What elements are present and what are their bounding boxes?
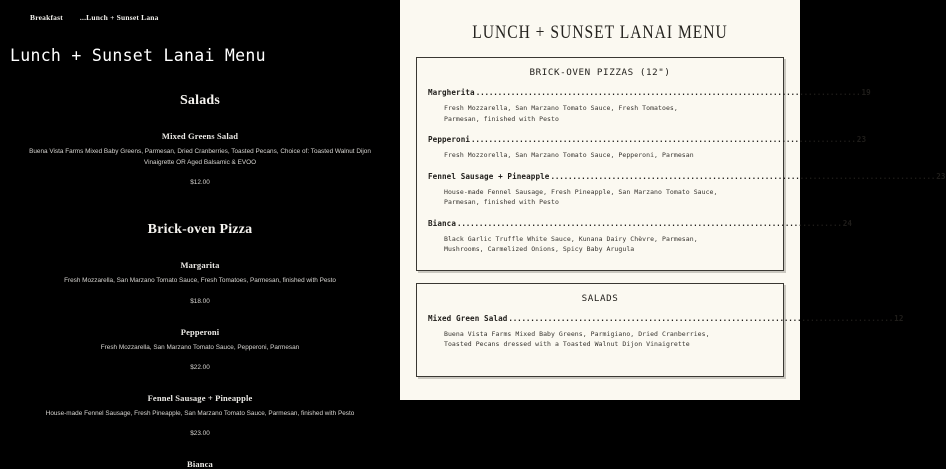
dot-leader [457,219,842,228]
item-description: Fresh Mozzarella, San Marzano Tomato Sauce, Fresh Tomatoes, Parmesan, finished with Pesto [64,277,336,285]
item-price: $18.00 [190,297,210,305]
item-name: Mixed Greens Salad [161,131,239,141]
menu-title: LUNCH + SUNSET LANAI MENU [472,22,728,43]
item-price: 19 [861,88,871,97]
item-description: House-made Fennel Sausage, Fresh Pineapple, San Marzano Tomato Sauce, Parmesan, finished with Pesto [45,409,355,417]
menu-row [428,313,904,323]
menu-row [428,171,946,181]
item-name: Bianca [187,459,213,469]
site-navigation [0,0,400,26]
dot-leader [471,135,856,144]
menu-row [428,88,871,97]
section-salads [12,93,388,186]
item-price: 24 [842,218,853,228]
menu-row [428,135,867,145]
item-price: 12 [894,313,904,323]
nav-item-breakfast[interactable]: Breakfast [30,13,63,22]
website-menu-panel [0,0,400,469]
page-title: Lunch + Sunset Lanai Menu [10,46,266,65]
item-name: Mixed Green Salad [428,313,508,323]
item-description: Fresh Mozzorella, San Marzano Tomato Sauce, Pepperoni, Parmesan [444,151,694,160]
item-description: Buena Vista Farms Mixed Baby Greens, Parmesan, Dried Cranberries, Toasted Pecans, Choice of: Toasted Walnut Dijon Vinaigrette OR Aged Balsamic & EVOO [29,148,371,167]
menu-sections [0,93,400,469]
item-name: Pepperoni [180,326,220,337]
printed-menu-panel [400,0,946,400]
nav-item-lunch-sunset-lanai[interactable]: ...Lunch + Sunset Lana [79,13,159,22]
section-brick-oven-pizza [12,222,388,469]
item-description: Buena Vista Farms Mixed Baby Greens, Parmigiano, Dried Cranberries, Toasted Pecans dressed with a Toasted Walnut Dijon Vinaigrette [444,329,710,349]
item-name: Margherita [428,88,475,97]
item-name: Margarita [180,260,220,271]
item-description: Fresh Mozzarella, San Marzano Tomato Sauce, Fresh Tomatoes, Parmesan, finished with Pesto [444,104,678,123]
menu-item [12,131,388,186]
menu-item [12,327,388,371]
item-name: Pepperoni [428,135,471,145]
item-description: House-made Fennel Sausage, Fresh Pineapple, San Marzano Tomato Sauce, Parmesan, finished with Pesto [444,187,718,207]
item-name: Bianca [428,218,457,228]
item-name: Fennel Sausage + Pineapple [428,171,550,181]
pizzas-box [416,57,946,271]
item-price: $22.00 [190,363,210,371]
item-price: 23 [856,135,867,145]
item-price: 23 [936,171,946,181]
item-description: Black Garlic Truffle White Sauce, Kunana Dairy Chèvre, Parmesan, Mushrooms, Carmelized Onions, Spicy Baby Arugula [444,234,698,254]
item-price: $12.00 [190,179,210,187]
item-price: $23.00 [190,430,210,438]
item-name: Fennel Sausage + Pineapple [147,392,253,403]
section-heading-salads: Salads [179,93,221,108]
dot-leader [550,172,935,181]
menu-item [12,260,388,304]
menu-item [12,459,388,469]
menu-item [12,393,388,437]
box-heading-salads: SALADS [581,292,619,304]
dot-leader [476,88,861,97]
salads-box [416,283,904,377]
dot-leader [508,314,893,323]
section-heading-pizza: Brick-oven Pizza [147,222,253,238]
box-heading-pizzas: BRICK-OVEN PIZZAS (12") [529,67,671,78]
menu-row [428,218,853,228]
item-description: Fresh Mozzarella, San Marzano Tomato Sauce, Pepperoni, Parmesan [100,343,300,351]
